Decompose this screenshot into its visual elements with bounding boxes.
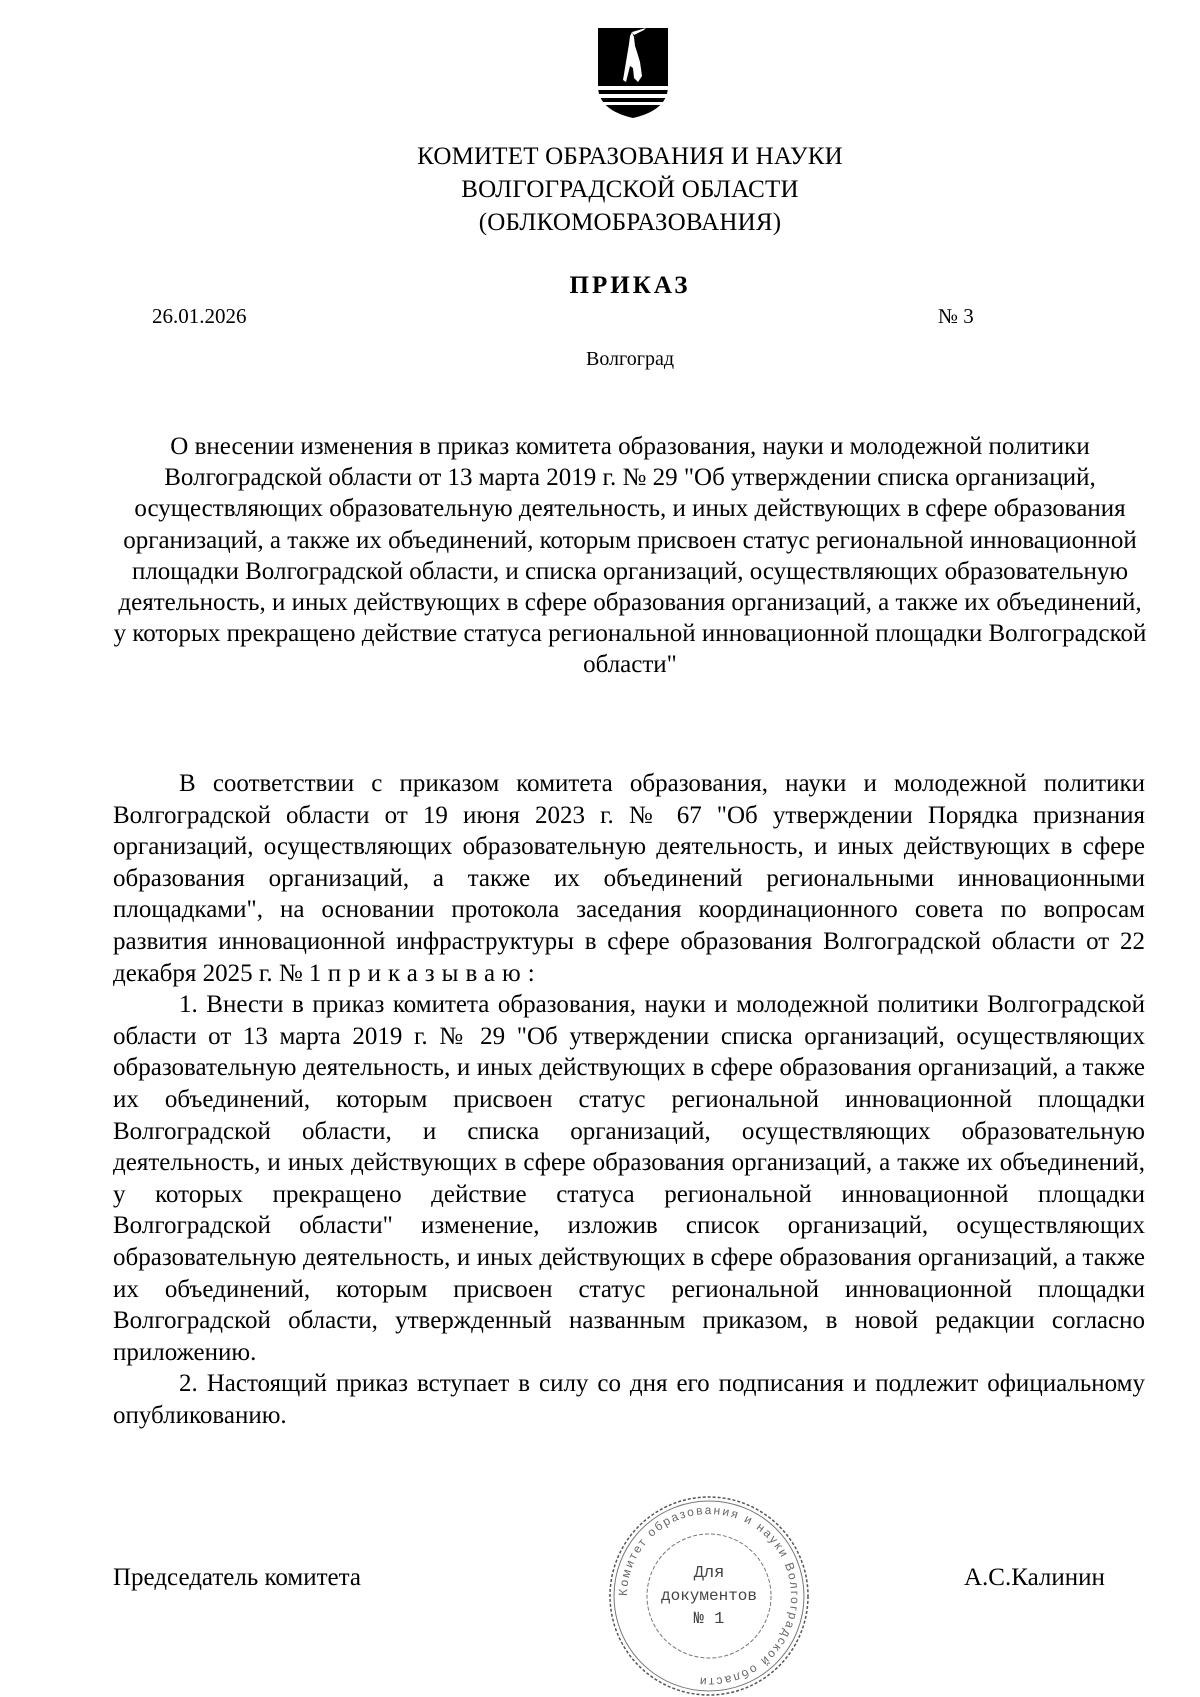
preamble-text: В соответствии с приказом комитета образования, науки и молодежной политики Волгоградской области от 19 июня 2023 г. № 67 "Об утверждении Порядка признания организаций, осуществляющих образовательную деятельность, и иных действующих в сфере образования организаций, а также их объединений региональными инновационными площадками", на основании протокола заседания координационного совета по вопросам развития инновационной инфраструктуры в сфере образования Волгоградской области от 22 декабря 2025 г. № 1 [113, 770, 1145, 987]
org-name-line-2: ВОЛГОГРАДСКОЙ ОБЛАСТИ [461, 176, 799, 203]
org-name-line-3: (ОБЛКОМОБРАЗОВАНИЯ) [478, 209, 782, 236]
order-date: 26.01.2026 [152, 304, 247, 328]
order-title: ПРИКАЗ [569, 272, 691, 299]
stamp-line-1: Для [693, 1564, 725, 1583]
stamp-line-2: документов [660, 1587, 758, 1605]
organization-header [300, 140, 960, 239]
order-body [113, 768, 1145, 1431]
order-number: № 3 [938, 304, 974, 328]
round-stamp [598, 1495, 820, 1697]
signatory-title: Председатель комитета [113, 1564, 361, 1591]
preamble-paragraph [113, 768, 1145, 989]
signatory-name: А.С.Калинин [964, 1564, 1105, 1591]
order-subject: О внесении изменения в приказ комитета образования, науки и молодежной политики Волгоградской области от 13 марта 2019 г. № 29 "Об утверждении списка организаций, осуществляющих образовательную деятельность, и иных действующих в сфере образования организаций, а также их объединений, которым присвоен статус региональной инновационной площадки Волгоградской области, и списка организаций, осуществляющих образовательную деятельность, и иных действующих в сфере образования организаций, а также их объединений, у которых прекращено действие статуса региональной инновационной площадки Волгоградской области" [113, 433, 1147, 679]
stamp-ring-text: Комитет образования и науки Волгоградской области [615, 1502, 803, 1690]
order-word: приказываю: [327, 959, 542, 987]
volgograd-coat-of-arms-icon [596, 26, 670, 120]
stamp-line-3: № 1 [693, 1610, 725, 1629]
item-2-paragraph: 2. Настоящий приказ вступает в силу со дня его подписания и подлежит официальному опубликованию. [113, 1370, 1145, 1429]
org-name-line-1: КОМИТЕТ ОБРАЗОВАНИЯ И НАУКИ [417, 143, 843, 170]
order-city: Волгоград [585, 348, 675, 370]
item-1-paragraph: 1. Внести в приказ комитета образования, науки и молодежной политики Волгоградской области от 13 марта 2019 г. № 29 "Об утверждении списка организаций, осуществляющих образовательную деятельность, и иных действующих в сфере образования организаций, а также их объединений, которым присвоен статус региональной инновационной площадки Волгоградской области, и списка организаций, осуществляющих образовательную деятельность, и иных действующих в сфере образования организаций, а также их объединений, у которых прекращено действие статуса региональной инновационной площадки Волгоградской области" изменение, изложив список организаций, осуществляющих образовательную деятельность, и иных действующих в сфере образования организаций, а также их объединений, которым присвоен статус региональной инновационной площадки Волгоградской области, утвержденный названным приказом, в новой редакции согласно приложению. [113, 991, 1145, 1366]
